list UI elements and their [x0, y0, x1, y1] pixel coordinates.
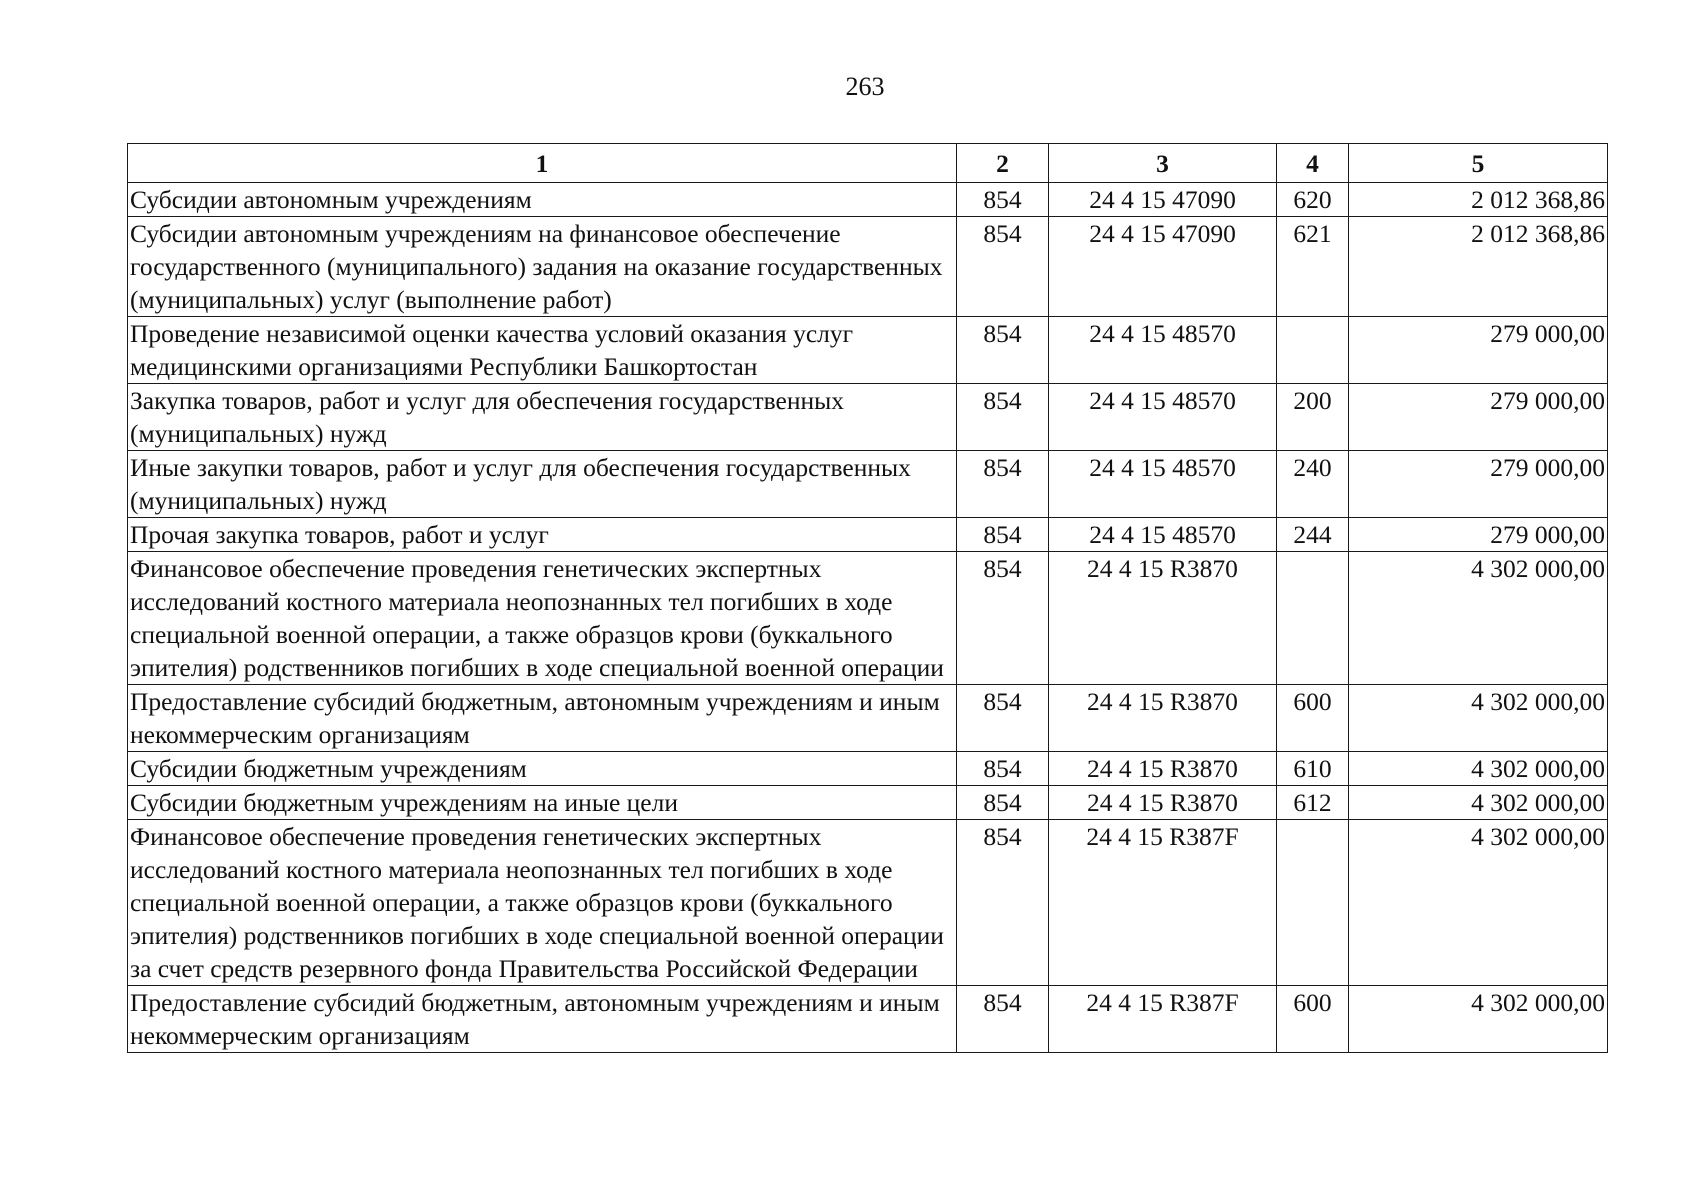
row-name: Субсидии автономным учреждениям — [128, 183, 957, 217]
row-type-code: 612 — [1277, 786, 1349, 820]
row-target-code: 24 4 15 R3870 — [1049, 786, 1277, 820]
row-ministry-code: 854 — [957, 820, 1049, 986]
row-ministry-code: 854 — [957, 451, 1049, 518]
row-name: Финансовое обеспечение проведения генетических экспертных исследований костного материала неопознанных тел погибших в ходе специальной военной операции, а также образцов крови (буккального эпителия) родственников погибших в ходе специальной военной операции за счет средств резервного фонда Правительства Российской Федерации — [128, 820, 957, 986]
row-ministry-code: 854 — [957, 317, 1049, 384]
row-type-code: 620 — [1277, 183, 1349, 217]
row-target-code: 24 4 15 48570 — [1049, 451, 1277, 518]
row-amount: 4 302 000,00 — [1349, 752, 1608, 786]
table-row — [128, 820, 1608, 986]
row-target-code: 24 4 15 48570 — [1049, 384, 1277, 451]
row-target-code: 24 4 15 R387F — [1049, 986, 1277, 1053]
header-col-3: 3 — [1049, 144, 1277, 183]
header-col-5: 5 — [1349, 144, 1608, 183]
table-row — [128, 786, 1608, 820]
row-amount: 279 000,00 — [1349, 317, 1608, 384]
row-ministry-code: 854 — [957, 384, 1049, 451]
row-ministry-code: 854 — [957, 786, 1049, 820]
row-amount: 2 012 368,86 — [1349, 183, 1608, 217]
row-name: Иные закупки товаров, работ и услуг для обеспечения государственных (муниципальных) нужд — [128, 451, 957, 518]
table-row — [128, 518, 1608, 552]
row-target-code: 24 4 15 R387F — [1049, 820, 1277, 986]
row-ministry-code: 854 — [957, 183, 1049, 217]
table-row — [128, 685, 1608, 752]
row-ministry-code: 854 — [957, 217, 1049, 317]
row-ministry-code: 854 — [957, 685, 1049, 752]
row-target-code: 24 4 15 R3870 — [1049, 752, 1277, 786]
row-amount: 279 000,00 — [1349, 518, 1608, 552]
row-type-code: 240 — [1277, 451, 1349, 518]
row-type-code — [1277, 317, 1349, 384]
table-row — [128, 317, 1608, 384]
row-target-code: 24 4 15 47090 — [1049, 217, 1277, 317]
row-amount: 279 000,00 — [1349, 384, 1608, 451]
budget-table — [127, 143, 1608, 1053]
table-row — [128, 451, 1608, 518]
row-type-code: 200 — [1277, 384, 1349, 451]
row-name: Предоставление субсидий бюджетным, автономным учреждениям и иным некоммерческим организациям — [128, 685, 957, 752]
header-col-1: 1 — [128, 144, 957, 183]
table-row — [128, 384, 1608, 451]
row-type-code — [1277, 552, 1349, 685]
row-target-code: 24 4 15 48570 — [1049, 518, 1277, 552]
table-row — [128, 183, 1608, 217]
row-type-code: 610 — [1277, 752, 1349, 786]
row-type-code: 600 — [1277, 986, 1349, 1053]
row-name: Субсидии бюджетным учреждениям — [128, 752, 957, 786]
header-col-4: 4 — [1277, 144, 1349, 183]
page-number: 263 — [845, 72, 885, 101]
table-row — [128, 552, 1608, 685]
row-target-code: 24 4 15 48570 — [1049, 317, 1277, 384]
row-name: Прочая закупка товаров, работ и услуг — [128, 518, 957, 552]
row-amount: 279 000,00 — [1349, 451, 1608, 518]
row-type-code: 621 — [1277, 217, 1349, 317]
row-name: Закупка товаров, работ и услуг для обеспечения государственных (муниципальных) нужд — [128, 384, 957, 451]
row-amount: 4 302 000,00 — [1349, 986, 1608, 1053]
row-ministry-code: 854 — [957, 552, 1049, 685]
row-amount: 4 302 000,00 — [1349, 685, 1608, 752]
row-name: Финансовое обеспечение проведения генетических экспертных исследований костного материала неопознанных тел погибших в ходе специальной военной операции, а также образцов крови (буккального эпителия) родственников погибших в ходе специальной военной операции — [128, 552, 957, 685]
header-row — [128, 144, 1608, 183]
row-type-code: 244 — [1277, 518, 1349, 552]
table-row — [128, 752, 1608, 786]
row-amount: 2 012 368,86 — [1349, 217, 1608, 317]
row-name: Проведение независимой оценки качества условий оказания услуг медицинскими организациями Республики Башкортостан — [128, 317, 957, 384]
row-target-code: 24 4 15 R3870 — [1049, 685, 1277, 752]
row-target-code: 24 4 15 R3870 — [1049, 552, 1277, 685]
row-amount: 4 302 000,00 — [1349, 820, 1608, 986]
row-type-code — [1277, 820, 1349, 986]
table-row — [128, 217, 1608, 317]
table-row — [128, 986, 1608, 1053]
row-name: Субсидии бюджетным учреждениям на иные цели — [128, 786, 957, 820]
row-name: Субсидии автономным учреждениям на финансовое обеспечение государственного (муниципального) задания на оказание государственных (муниципальных) услуг (выполнение работ) — [128, 217, 957, 317]
row-type-code: 600 — [1277, 685, 1349, 752]
row-amount: 4 302 000,00 — [1349, 786, 1608, 820]
row-amount: 4 302 000,00 — [1349, 552, 1608, 685]
header-col-2: 2 — [957, 144, 1049, 183]
row-ministry-code: 854 — [957, 986, 1049, 1053]
row-ministry-code: 854 — [957, 518, 1049, 552]
row-target-code: 24 4 15 47090 — [1049, 183, 1277, 217]
row-name: Предоставление субсидий бюджетным, автономным учреждениям и иным некоммерческим организациям — [128, 986, 957, 1053]
row-ministry-code: 854 — [957, 752, 1049, 786]
